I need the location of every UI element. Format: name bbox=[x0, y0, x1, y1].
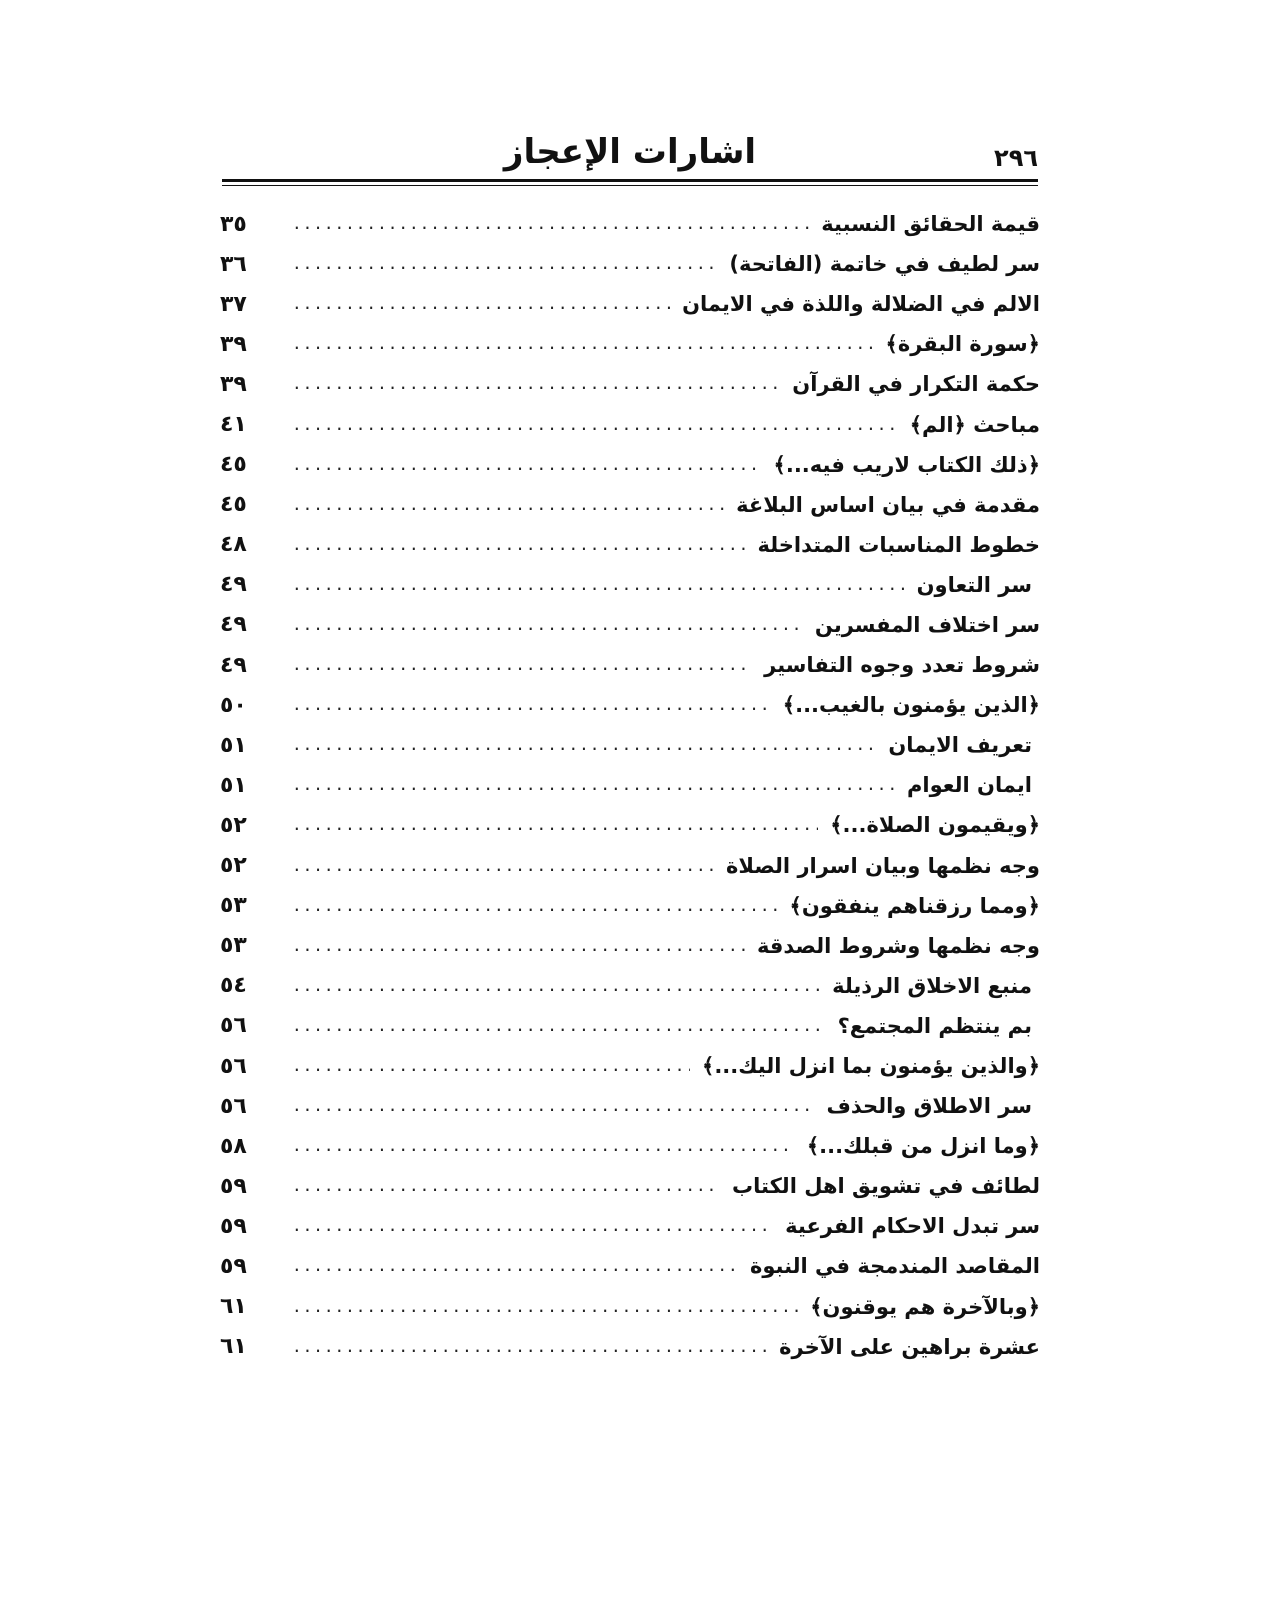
toc-entry bbox=[220, 685, 1040, 725]
toc-entry-page: ٣٧ bbox=[220, 291, 247, 317]
toc-entry-title: ﴿وما انزل من قبلك...﴾ bbox=[806, 1134, 1040, 1159]
toc-entry-title: ﴿ذلك الكتاب لاريب فيه...﴾ bbox=[773, 452, 1040, 477]
toc-entry-page: ٥٦ bbox=[220, 1013, 247, 1039]
header-rule-thin bbox=[222, 185, 1038, 186]
toc-entry bbox=[220, 284, 1040, 324]
toc-entry bbox=[220, 805, 1040, 845]
toc-entry bbox=[220, 1166, 1040, 1206]
toc-entry bbox=[220, 1006, 1040, 1046]
dot-leader bbox=[292, 333, 874, 355]
toc-entry-page: ٥٢ bbox=[220, 812, 247, 838]
book-title: اشارات الإعجاز bbox=[503, 132, 757, 172]
dot-leader bbox=[292, 414, 898, 436]
running-header bbox=[222, 128, 1038, 178]
toc-entry-title: ﴿ويقيمون الصلاة...﴾ bbox=[830, 813, 1040, 838]
toc-entry bbox=[220, 966, 1040, 1006]
toc-entry-page: ٤٩ bbox=[220, 572, 247, 598]
dot-leader bbox=[292, 1055, 690, 1077]
dot-leader bbox=[292, 1175, 720, 1197]
toc-entry-title: حكمة التكرار في القرآن bbox=[792, 372, 1040, 397]
toc-entry-page: ٤٥ bbox=[220, 452, 247, 478]
dot-leader bbox=[292, 734, 876, 756]
toc-entry-title: خطوط المناسبات المتداخلة bbox=[757, 532, 1040, 557]
toc-entry bbox=[220, 525, 1040, 565]
toc-entry bbox=[220, 886, 1040, 926]
toc-entry-page: ٥٩ bbox=[220, 1213, 247, 1239]
toc-entry-page: ٥٨ bbox=[220, 1133, 247, 1159]
dot-leader bbox=[292, 855, 714, 877]
toc-entry-title: المقاصد المندمجة في النبوة bbox=[749, 1254, 1040, 1279]
toc-entry-title: سر لطيف في خاتمة (الفاتحة) bbox=[729, 252, 1040, 277]
toc-entry-title: وجه نظمها وشروط الصدقة bbox=[756, 933, 1040, 958]
dot-leader bbox=[292, 1135, 795, 1157]
toc-entry bbox=[220, 1126, 1040, 1166]
table-of-contents bbox=[220, 204, 1040, 1367]
dot-leader bbox=[292, 814, 818, 836]
toc-entry-title: سر التعاون bbox=[916, 572, 1032, 597]
toc-entry-title: الالم في الضلالة واللذة في الايمان bbox=[682, 292, 1040, 317]
toc-entry-page: ٥٢ bbox=[220, 853, 247, 879]
toc-entry bbox=[220, 846, 1040, 886]
toc-entry-title: عشرة براهين على الآخرة bbox=[779, 1334, 1040, 1359]
toc-entry bbox=[220, 364, 1040, 404]
toc-entry bbox=[220, 765, 1040, 805]
dot-leader bbox=[292, 454, 762, 476]
toc-entry-title: بم ينتظم المجتمع؟ bbox=[837, 1013, 1032, 1038]
dot-leader bbox=[292, 213, 809, 235]
dot-leader bbox=[292, 534, 745, 556]
dot-leader bbox=[292, 895, 778, 917]
toc-entry-title: لطائف في تشويق اهل الكتاب bbox=[732, 1174, 1040, 1199]
dot-leader bbox=[292, 694, 771, 716]
toc-entry bbox=[220, 204, 1040, 244]
dot-leader bbox=[292, 975, 820, 997]
toc-entry-page: ٤٨ bbox=[220, 532, 247, 558]
toc-entry bbox=[220, 324, 1040, 364]
dot-leader bbox=[292, 614, 803, 636]
dot-leader bbox=[292, 774, 895, 796]
dot-leader bbox=[292, 373, 780, 395]
dot-leader bbox=[292, 253, 717, 275]
toc-entry-page: ٥٦ bbox=[220, 1053, 247, 1079]
toc-entry bbox=[220, 605, 1040, 645]
toc-entry-title: شروط تعدد وجوه التفاسير bbox=[764, 653, 1040, 678]
toc-entry-page: ٥٦ bbox=[220, 1093, 247, 1119]
toc-entry-title: سر تبدل الاحكام الفرعية bbox=[785, 1214, 1040, 1239]
toc-entry-title: ﴿سورة البقرة﴾ bbox=[885, 332, 1040, 357]
toc-entry-title: ايمان العوام bbox=[907, 773, 1032, 798]
toc-entry bbox=[220, 1287, 1040, 1327]
dot-leader bbox=[292, 935, 745, 957]
page-number: ٢٩٦ bbox=[994, 144, 1038, 172]
toc-entry-page: ٥٣ bbox=[220, 933, 247, 959]
toc-entry-page: ٤٩ bbox=[220, 612, 247, 638]
dot-leader bbox=[292, 1336, 767, 1358]
toc-entry bbox=[220, 1086, 1040, 1126]
toc-entry-page: ٦١ bbox=[220, 1334, 247, 1360]
toc-entry-page: ٣٩ bbox=[220, 331, 247, 357]
dot-leader bbox=[292, 1296, 798, 1318]
toc-entry-title: مقدمة في بيان اساس البلاغة bbox=[736, 492, 1040, 517]
toc-entry-page: ٣٥ bbox=[220, 211, 247, 237]
dot-leader bbox=[292, 654, 752, 676]
dot-leader bbox=[292, 574, 905, 596]
toc-entry-title: ﴿والذين يؤمنون بما انزل اليك...﴾ bbox=[702, 1054, 1040, 1079]
toc-entry-title: سر الاطلاق والحذف bbox=[826, 1094, 1032, 1119]
toc-entry bbox=[220, 1246, 1040, 1286]
toc-entry bbox=[220, 926, 1040, 966]
toc-entry bbox=[220, 1046, 1040, 1086]
header-rule-thick bbox=[222, 179, 1038, 182]
toc-entry-page: ٥٩ bbox=[220, 1253, 247, 1279]
toc-entry-title: ﴿وبالآخرة هم يوقنون﴾ bbox=[810, 1294, 1040, 1319]
toc-entry-title: منبع الاخلاق الرذيلة bbox=[832, 973, 1032, 998]
toc-entry-title: ﴿الذين يؤمنون بالغيب...﴾ bbox=[782, 693, 1040, 718]
toc-entry bbox=[220, 1327, 1040, 1367]
toc-entry bbox=[220, 485, 1040, 525]
toc-entry-title: سر اختلاف المفسرين bbox=[814, 612, 1040, 637]
dot-leader bbox=[292, 1255, 738, 1277]
toc-entry-title: ﴿ومما رزقناهم ينفقون﴾ bbox=[789, 893, 1040, 918]
dot-leader bbox=[292, 1215, 773, 1237]
toc-entry-page: ٣٦ bbox=[220, 251, 247, 277]
toc-entry-page: ٣٩ bbox=[220, 371, 247, 397]
toc-entry bbox=[220, 445, 1040, 485]
dot-leader bbox=[292, 293, 670, 315]
toc-entry-page: ٥١ bbox=[220, 772, 247, 798]
toc-entry-page: ٤١ bbox=[220, 412, 247, 438]
toc-entry-title: تعريف الايمان bbox=[888, 733, 1032, 758]
toc-entry bbox=[220, 565, 1040, 605]
toc-entry-page: ٥٣ bbox=[220, 893, 247, 919]
toc-entry-page: ٥٤ bbox=[220, 973, 247, 999]
toc-entry-page: ٥١ bbox=[220, 732, 247, 758]
dot-leader bbox=[292, 1095, 815, 1117]
dot-leader bbox=[292, 1015, 826, 1037]
toc-entry-page: ٥٠ bbox=[220, 692, 247, 718]
toc-entry-title: مباحث ﴿الم﴾ bbox=[909, 412, 1040, 437]
toc-entry bbox=[220, 244, 1040, 284]
toc-entry-title: وجه نظمها وبيان اسرار الصلاة bbox=[726, 853, 1040, 878]
toc-entry-page: ٦١ bbox=[220, 1294, 247, 1320]
toc-entry bbox=[220, 645, 1040, 685]
toc-entry-page: ٤٥ bbox=[220, 492, 247, 518]
toc-entry-page: ٤٩ bbox=[220, 652, 247, 678]
toc-entry bbox=[220, 404, 1040, 444]
toc-entry bbox=[220, 725, 1040, 765]
toc-entry-title: قيمة الحقائق النسبية bbox=[821, 212, 1040, 237]
dot-leader bbox=[292, 494, 724, 516]
toc-entry bbox=[220, 1206, 1040, 1246]
toc-entry-page: ٥٩ bbox=[220, 1173, 247, 1199]
